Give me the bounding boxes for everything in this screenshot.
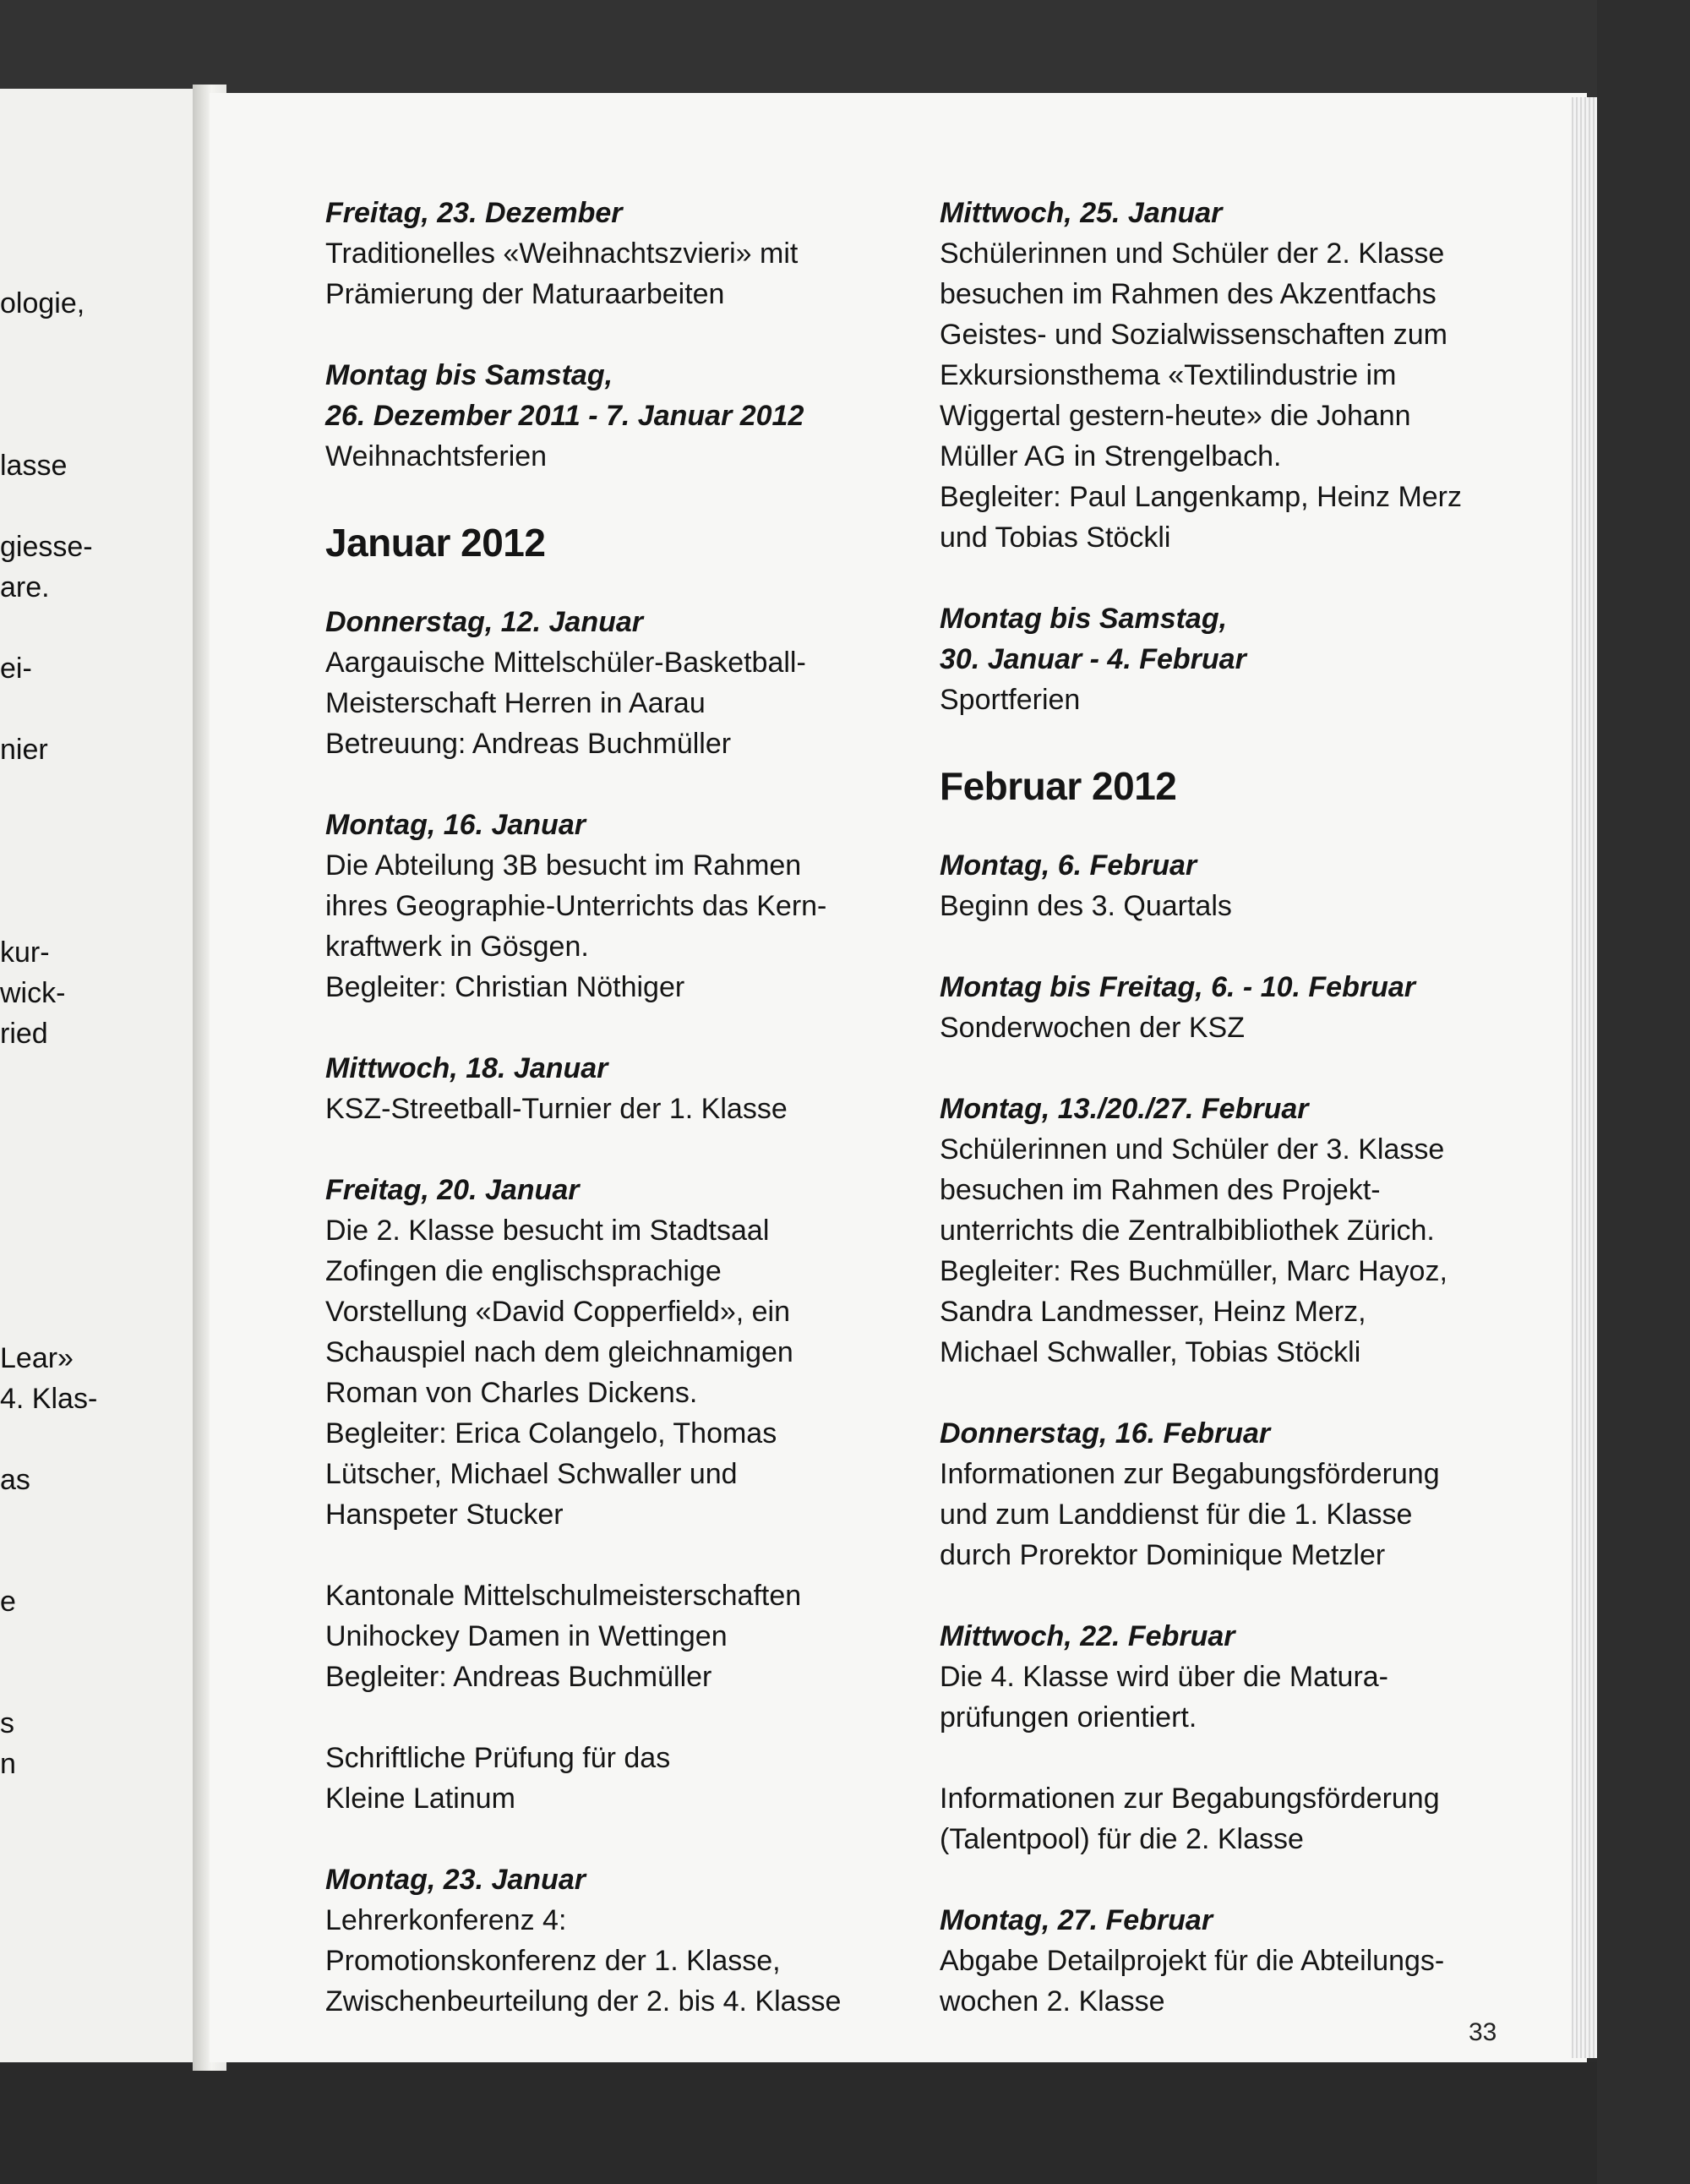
left-page-fragment: 4. Klas-	[0, 1383, 98, 1415]
calendar-entry	[940, 1900, 1497, 2022]
entry-text-line: und Tobias Stöckli	[940, 521, 1171, 554]
entry-text-line: Roman von Charles Dickens.	[325, 1377, 698, 1409]
left-page-fragment: lasse	[0, 450, 68, 482]
left-page-fragment: wick-	[0, 977, 66, 1009]
page-number: 33	[1469, 2018, 1497, 2046]
entry-text-line: Michael Schwaller, Tobias Stöckli	[940, 1336, 1361, 1368]
left-page-fragment: ried	[0, 1018, 48, 1050]
entry-text-line: Lehrerkonferenz 4:	[325, 1904, 567, 1936]
entry-text-line: Informationen zur Begabungsförderung	[940, 1783, 1440, 1815]
entry-text-line: Weihnachtsferien	[325, 440, 548, 472]
left-page-fragment: s	[0, 1707, 14, 1739]
calendar-entry	[940, 193, 1497, 558]
entry-date: Freitag, 23. Dezember	[325, 197, 623, 229]
entry-text-line: Schülerinnen und Schüler der 2. Klasse	[940, 238, 1445, 270]
left-page-fragment	[0, 1257, 194, 1297]
entry-text-line: prüfungen orientiert.	[940, 1701, 1197, 1734]
left-page-fragment	[0, 811, 194, 851]
left-page-fragment	[0, 324, 194, 364]
month-heading: Februar 2012	[940, 764, 1177, 808]
entry-text-line: Schülerinnen und Schüler der 3. Klasse	[940, 1133, 1445, 1166]
entry-date: Montag, 27. Februar	[940, 1904, 1213, 1936]
left-page-fragment	[0, 892, 194, 932]
left-page-fragment	[0, 689, 194, 729]
entry-text-line: Lütscher, Michael Schwaller und	[325, 1458, 738, 1490]
left-page-fragment: n	[0, 1748, 16, 1780]
entry-date: Montag bis Samstag,	[325, 359, 613, 391]
entry-text-line: Promotionskonferenz der 1. Klasse,	[325, 1945, 781, 1977]
entry-text-line: unterrichts die Zentralbibliothek Zürich.	[940, 1215, 1435, 1247]
entry-date: Donnerstag, 12. Januar	[325, 606, 644, 638]
calendar-entry	[325, 1170, 900, 1535]
entry-date: Montag, 16. Januar	[325, 809, 586, 841]
entry-text-line: Sonderwochen der KSZ	[940, 1012, 1245, 1044]
calendar-entry	[325, 1738, 900, 1819]
page-edges	[1572, 97, 1597, 2058]
calendar-entry	[940, 845, 1497, 926]
entry-text-line: Begleiter: Paul Langenkamp, Heinz Merz	[940, 481, 1462, 513]
entry-text-line: Hanspeter Stucker	[325, 1499, 564, 1531]
entry-text-line: Vorstellung «David Copperfield», ein	[325, 1296, 791, 1328]
calendar-entry	[940, 967, 1497, 1048]
entry-text-line: Informationen zur Begabungsförderung	[940, 1458, 1440, 1490]
entry-text-line: Müller AG in Strengelbach.	[940, 440, 1282, 472]
calendar-entry	[940, 1089, 1497, 1373]
left-page-fragment	[0, 1419, 194, 1460]
calendar-entry	[325, 602, 900, 764]
entry-text-line: kraftwerk in Gösgen.	[325, 931, 589, 963]
left-page	[0, 89, 211, 2062]
scan-background-top	[0, 0, 1690, 101]
calendar-entry	[325, 1859, 900, 2022]
column-right	[940, 193, 1497, 2062]
entry-text-line: Begleiter: Andreas Buchmüller	[325, 1661, 712, 1693]
entry-date: 26. Dezember 2011 - 7. Januar 2012	[325, 400, 804, 432]
entry-text-line: besuchen im Rahmen des Projekt-	[940, 1174, 1381, 1206]
left-page-fragment	[0, 405, 194, 445]
left-page-fragment	[0, 1297, 194, 1338]
left-page-fragment	[0, 1541, 194, 1581]
entry-text-line: Sportferien	[940, 684, 1081, 716]
left-page-fragment	[0, 1500, 194, 1541]
entry-date: Mittwoch, 25. Januar	[940, 197, 1223, 229]
entry-text-line: wochen 2. Klasse	[940, 1985, 1165, 2017]
entry-text-line: Sandra Landmesser, Heinz Merz,	[940, 1296, 1366, 1328]
scan-background-right	[1597, 0, 1690, 2184]
left-page-fragment	[0, 1176, 194, 1216]
entry-text-line: Begleiter: Erica Colangelo, Thomas	[325, 1417, 777, 1450]
entry-text-line: besuchen im Rahmen des Akzentfachs	[940, 278, 1436, 310]
calendar-entry	[325, 193, 900, 314]
left-page-fragment: nier	[0, 734, 48, 766]
left-page-text-fragments	[0, 283, 194, 1784]
calendar-entry	[325, 1048, 900, 1129]
calendar-entry	[940, 1778, 1497, 1859]
entry-text-line: Traditionelles «Weihnachtszvieri» mit	[325, 238, 799, 270]
entry-text-line: Aargauische Mittelschüler-Basketball-	[325, 647, 806, 679]
left-page-fragment: ologie,	[0, 287, 85, 319]
entry-text-line: Die 2. Klasse besucht im Stadtsaal	[325, 1215, 770, 1247]
left-page-fragment: ei-	[0, 652, 32, 685]
left-page-fragment	[0, 1663, 194, 1703]
entry-text-line: (Talentpool) für die 2. Klasse	[940, 1823, 1304, 1855]
left-page-fragment: kur-	[0, 936, 50, 969]
scan-background-bottom	[0, 2062, 1690, 2184]
entry-text-line: Unihockey Damen in Wettingen	[325, 1620, 728, 1652]
calendar-entry	[325, 355, 900, 477]
entry-text-line: Begleiter: Res Buchmüller, Marc Hayoz,	[940, 1255, 1447, 1287]
entry-text-line: Abgabe Detailprojekt für die Abteilungs-	[940, 1945, 1445, 1977]
entry-date: Mittwoch, 22. Februar	[940, 1620, 1235, 1652]
entry-text-line: Prämierung der Maturaarbeiten	[325, 278, 725, 310]
entry-text-line: und zum Landdienst für die 1. Klasse	[940, 1499, 1413, 1531]
entry-date: 30. Januar - 4. Februar	[940, 643, 1246, 675]
entry-text-line: Beginn des 3. Quartals	[940, 890, 1232, 922]
entry-text-line: Geistes- und Sozialwissenschaften zum	[940, 319, 1447, 351]
entry-text-line: KSZ-Streetball-Turnier der 1. Klasse	[325, 1093, 788, 1125]
calendar-entry	[940, 1413, 1497, 1575]
left-page-fragment	[0, 364, 194, 405]
calendar-entry	[325, 1575, 900, 1697]
entry-text-line: Die Abteilung 3B besucht im Rahmen	[325, 849, 802, 882]
entry-text-line: Schriftliche Prüfung für das	[325, 1742, 671, 1774]
entry-text-line: ihres Geographie-Unterrichts das Kern-	[325, 890, 827, 922]
entry-date: Freitag, 20. Januar	[325, 1174, 580, 1206]
entry-text-line: durch Prorektor Dominique Metzler	[940, 1539, 1386, 1571]
entry-date: Montag, 23. Januar	[325, 1864, 586, 1896]
left-page-fragment: Lear»	[0, 1342, 74, 1374]
entry-text-line: Begleiter: Christian Nöthiger	[325, 971, 685, 1003]
left-page-fragment	[0, 1622, 194, 1663]
entry-date: Mittwoch, 18. Januar	[325, 1052, 608, 1084]
entry-text-line: Exkursionsthema «Textilindustrie im	[940, 359, 1397, 391]
entry-date: Montag bis Samstag,	[940, 603, 1228, 635]
left-page-fragment	[0, 608, 194, 648]
left-page-fragment	[0, 770, 194, 811]
entry-text-line: Zofingen die englischsprachige	[325, 1255, 722, 1287]
entry-text-line: Die 4. Klasse wird über die Matura-	[940, 1661, 1389, 1693]
left-page-fragment: giesse-	[0, 531, 93, 563]
entry-text-line: Kleine Latinum	[325, 1783, 515, 1815]
left-page-fragment: as	[0, 1464, 30, 1496]
entry-text-line: Zwischenbeurteilung der 2. bis 4. Klasse	[325, 1985, 842, 2017]
left-page-fragment	[0, 1054, 194, 1095]
left-page-fragment	[0, 1135, 194, 1176]
calendar-entry	[940, 1616, 1497, 1738]
entry-date: Montag bis Freitag, 6. - 10. Februar	[940, 971, 1415, 1003]
entry-date: Montag, 6. Februar	[940, 849, 1197, 882]
entry-date: Donnerstag, 16. Februar	[940, 1417, 1271, 1450]
entry-text-line: Meisterschaft Herren in Aarau	[325, 687, 706, 719]
left-page-fragment	[0, 851, 194, 892]
entry-date: Montag, 13./20./27. Februar	[940, 1093, 1309, 1125]
entry-text-line: Betreuung: Andreas Buchmüller	[325, 728, 732, 760]
entry-text-line: Schauspiel nach dem gleichnamigen	[325, 1336, 793, 1368]
entry-text-line: Kantonale Mittelschulmeisterschaften	[325, 1580, 802, 1612]
entry-text-line: Wiggertal gestern-heute» die Johann	[940, 400, 1411, 432]
left-page-fragment	[0, 486, 194, 527]
left-page-fragment: are.	[0, 571, 50, 603]
left-page-fragment	[0, 1095, 194, 1135]
calendar-entry	[325, 805, 900, 1007]
column-left	[325, 193, 900, 2062]
left-page-fragment: e	[0, 1586, 16, 1618]
month-heading: Januar 2012	[325, 521, 546, 565]
left-page-fragment	[0, 1216, 194, 1257]
calendar-entry	[940, 598, 1497, 720]
